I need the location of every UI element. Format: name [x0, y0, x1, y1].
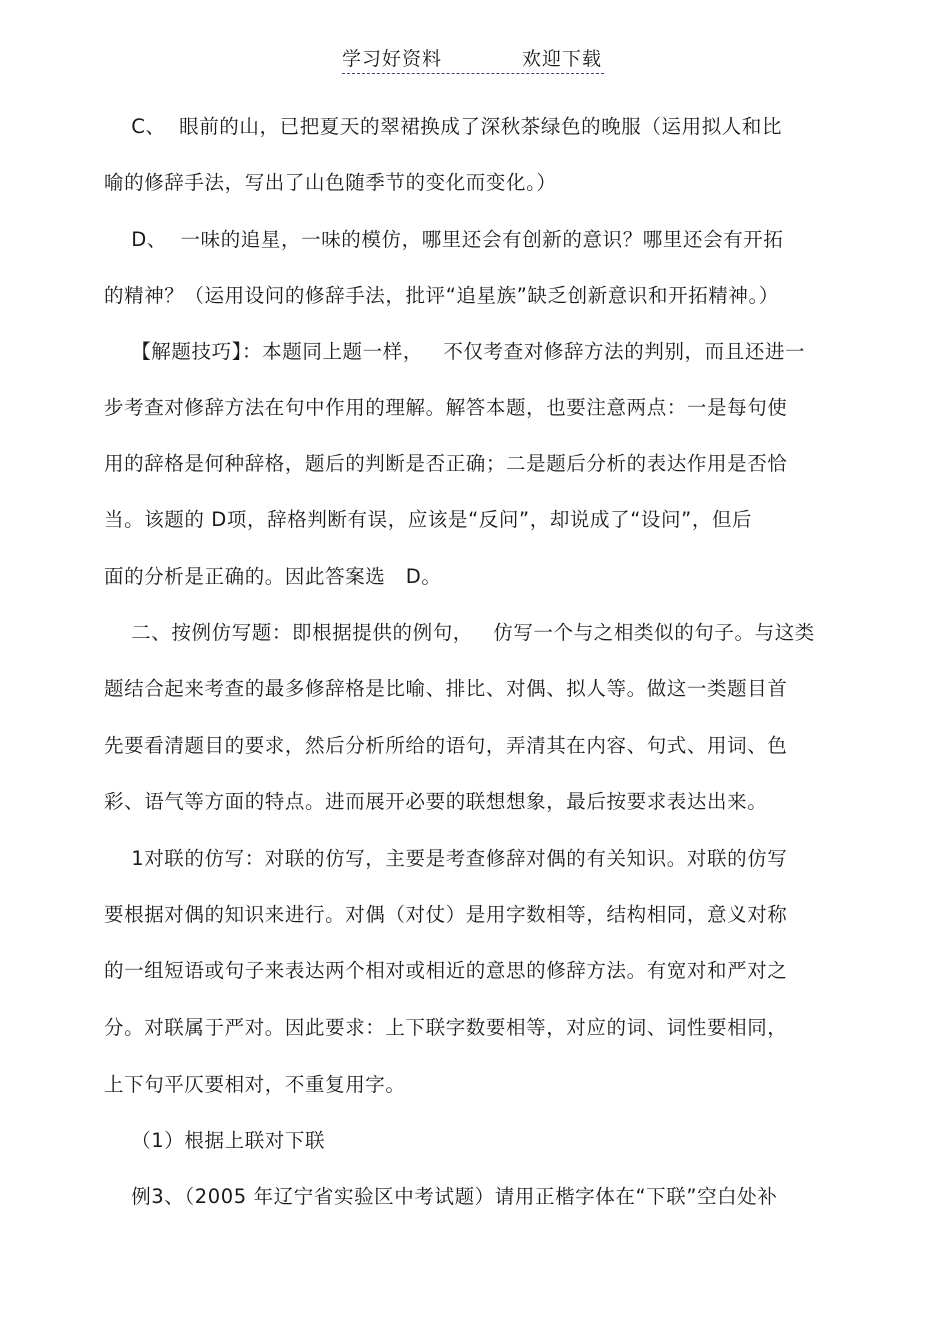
text-line: 先要看清题目的要求，然后分析所给的语句，弄清其在内容、句式、用词、色: [104, 734, 788, 757]
text-line: （1）根据上联对下联: [104, 1129, 326, 1152]
text-line: 1对联的仿写：对联的仿写，主要是考查修辞对偶的有关知识。对联的仿写: [104, 847, 788, 870]
text-line: 面的分析是正确的。因此答案选 D。: [104, 565, 442, 588]
text-line: 的精神？（运用设问的修辞手法，批评“追星族”缺乏创新意识和开拓精神。）: [104, 284, 779, 307]
text-line: 分。对联属于严对。因此要求：上下联字数要相等，对应的词、词性要相同，: [104, 1016, 788, 1039]
text-line: 的一组短语或句子来表达两个相对或相近的意思的修辞方法。有宽对和严对之: [104, 959, 788, 982]
header-left-text: 学习好资料: [342, 48, 443, 70]
text-line: 要根据对偶的知识来进行。对偶（对仗）是用字数相等，结构相同，意义对称: [104, 903, 788, 926]
text-line: 用的辞格是何种辞格，题后的判断是否正确；二是题后分析的表达作用是否恰: [104, 452, 788, 475]
header-right-text: 欢迎下载: [522, 48, 603, 70]
text-line: 题结合起来考查的最多修辞格是比喻、排比、对偶、拟人等。做这一类题目首: [104, 677, 788, 700]
text-line: 例3、（2005 年辽宁省实验区中考试题）请用正楷字体在“下联”空白处补: [104, 1185, 778, 1208]
text-line: 【解题技巧】：本题同上题一样， 不仅考查对修辞方法的判别，而且还进一: [104, 340, 806, 363]
text-line: 彩、语气等方面的特点。进而展开必要的联想想象，最后按要求表达出来。: [104, 790, 768, 813]
text-line: D、 一味的追星，一味的模仿，哪里还会有创新的意识？哪里还会有开拓: [104, 228, 784, 251]
page-header: [0, 44, 950, 78]
text-line: 上下句平仄要相对，不重复用字。: [104, 1073, 406, 1096]
text-line: C、 眼前的山，已把夏天的翠裙换成了深秋茶绿色的晚服（运用拟人和比: [104, 115, 783, 138]
header-underline: [342, 73, 604, 74]
text-line: 二、按例仿写题：即根据提供的例句， 仿写一个与之相类似的句子。与这类: [104, 621, 815, 644]
text-line: 步考查对修辞方法在句中作用的理解。解答本题，也要注意两点：一是每句使: [104, 396, 788, 419]
text-line: 喻的修辞手法，写出了山色随季节的变化而变化。）: [104, 171, 557, 194]
text-line: 当。该题的 D项，辞格判断有误，应该是“反问”，却说成了“设问”，但后: [104, 508, 753, 531]
